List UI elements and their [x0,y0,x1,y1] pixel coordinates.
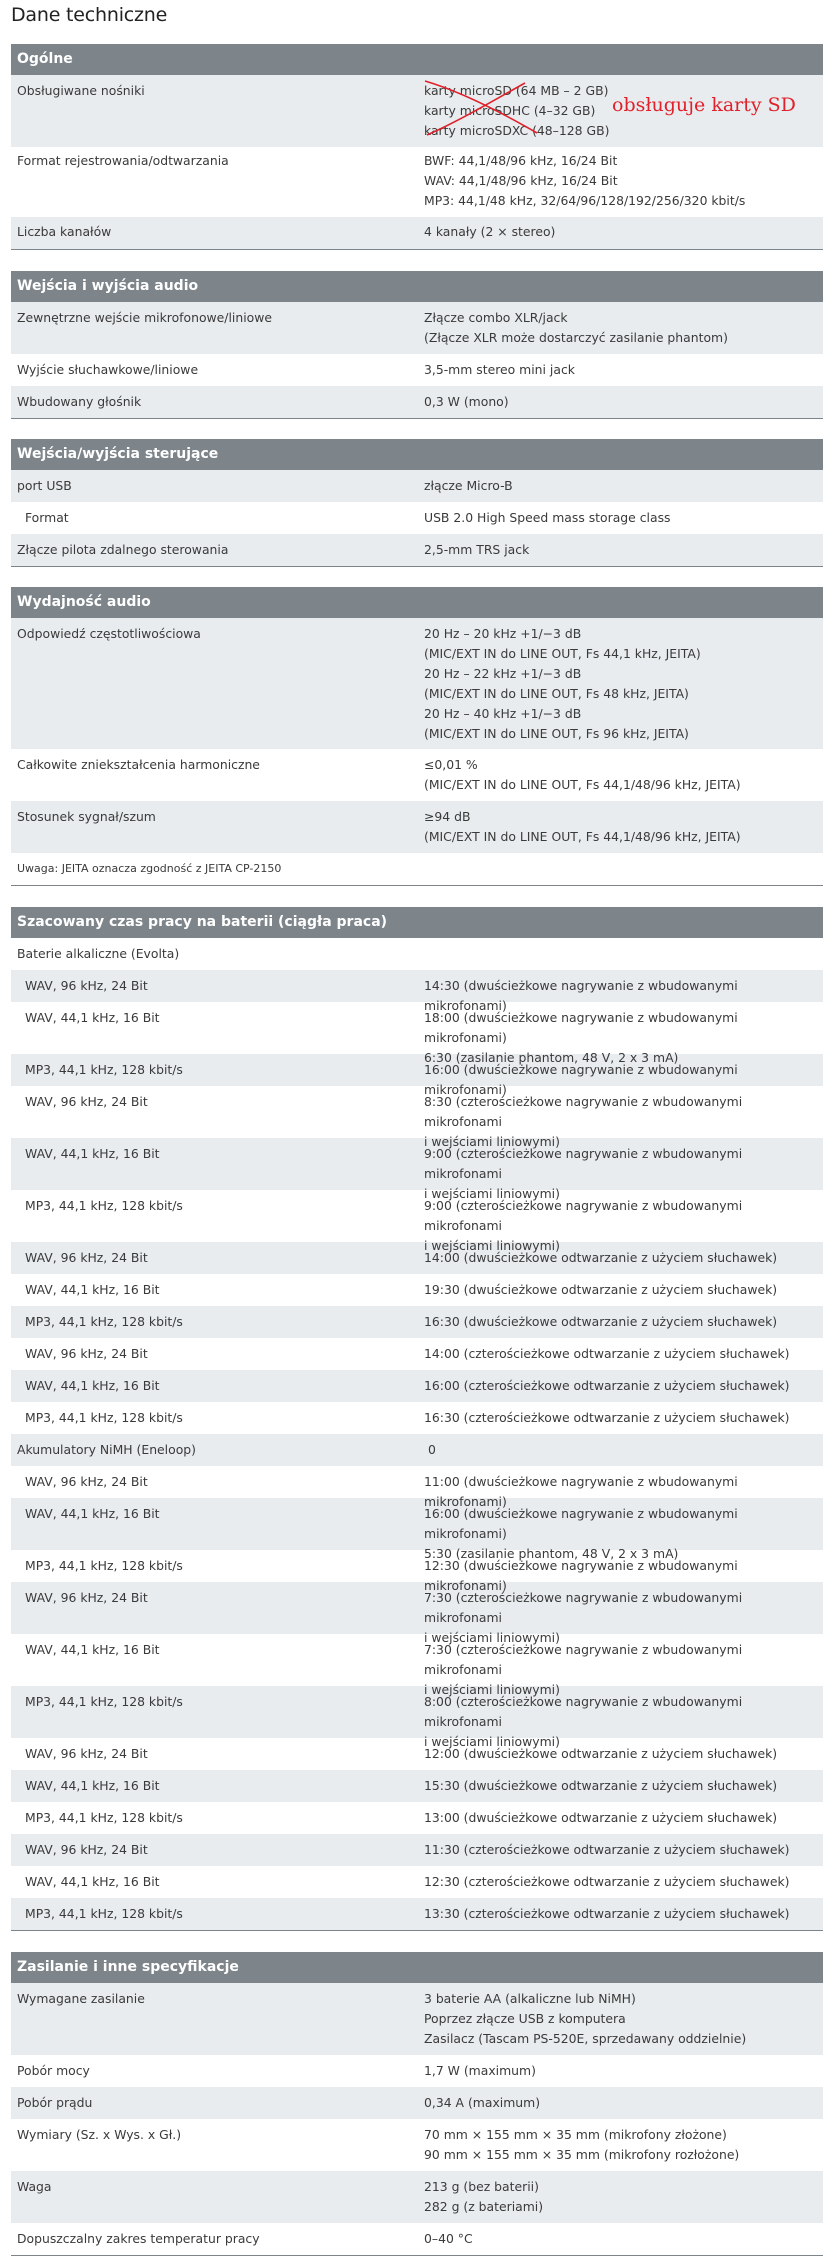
row-value: 4 kanały (2 × stereo) [424,224,556,239]
row-label: WAV, 96 kHz, 24 Bit [25,1346,148,1361]
row-value: 12:30 (czterościeżkowe odtwarzanie z użyciem słuchawek) [424,1874,790,1889]
row-value: złącze Micro-B [424,478,513,493]
row-value: 70 mm × 155 mm × 35 mm (mikrofony złożone) 90 mm × 155 mm × 35 mm (mikrofony rozłożone) [424,2127,740,2162]
row-value: 7:30 (czterościeżkowe nagrywanie z wbudowanymi mikrofonami i wejściami liniowymi) [424,1590,743,1645]
table-row [11,217,823,249]
table-row [11,1498,823,1561]
section-general [11,44,823,250]
table-row [11,618,823,749]
table-row [11,1402,823,1434]
table-row [11,801,823,853]
row-value: 0 [428,1442,436,1457]
table-row [11,2119,823,2171]
row-value: 8:00 (czterościeżkowe nagrywanie z wbudowanymi mikrofonami i wejściami liniowymi) [424,1694,743,1749]
section-header: Zasilanie i inne specyfikacje [11,1952,823,1983]
row-value: 0,3 W (mono) [424,394,509,409]
table-row [11,1834,823,1866]
row-value: 0,34 A (maximum) [424,2095,541,2110]
row-value: 19:30 (dwuścieżkowe odtwarzanie z użyciem słuchawek) [424,1282,778,1297]
row-label: WAV, 96 kHz, 24 Bit [25,1746,148,1761]
row-value: ≤0,01 % (MIC/EXT IN do LINE OUT, Fs 44,1/48/96 kHz, JEITA) [424,757,741,792]
table-row [11,1466,823,1509]
table-row [11,1274,823,1306]
table-row [11,147,823,217]
table-row [11,1138,823,1201]
section-header: Wejścia i wyjścia audio [11,271,823,302]
row-label: MP3, 44,1 kHz, 128 kbit/s [25,1810,183,1825]
table-row [11,749,823,801]
row-label: MP3, 44,1 kHz, 128 kbit/s [25,1410,183,1425]
row-value: 18:00 (dwuścieżkowe nagrywanie z wbudowanymi mikrofonami) 6:30 (zasilanie phantom, 48 V, 2 x 3 mA) [424,1010,738,1065]
row-label: WAV, 44,1 kHz, 16 Bit [25,1282,160,1297]
row-label: MP3, 44,1 kHz, 128 kbit/s [25,1694,183,1709]
annotation-note: obsługuje karty SD [612,94,796,116]
table-row [11,1770,823,1802]
row-label: port USB [17,478,72,493]
row-value: 3 baterie AA (alkaliczne lub NiMH) Poprzez złącze USB z komputera Zasilacz (Tascam PS-520E, sprzedawany oddzielnie) [424,1991,747,2046]
section-header: Ogólne [11,44,823,75]
table-row [11,1898,823,1930]
table-row [11,470,823,502]
row-value: 13:30 (czterościeżkowe odtwarzanie z użyciem słuchawek) [424,1906,790,1921]
section-header: Wejścia/wyjścia sterujące [11,439,823,470]
row-value: USB 2.0 High Speed mass storage class [424,510,671,525]
row-value: 16:00 (dwuścieżkowe nagrywanie z wbudowanymi mikrofonami) [424,1062,738,1097]
row-value: 7:30 (czterościeżkowe nagrywanie z wbudowanymi mikrofonami i wejściami liniowymi) [424,1642,743,1697]
row-label: Obsługiwane nośniki [17,83,145,98]
row-label: Baterie alkaliczne (Evolta) [17,946,180,961]
table-row [11,938,823,970]
table-row [11,1802,823,1834]
row-value: 15:30 (dwuścieżkowe odtwarzanie z użyciem słuchawek) [424,1778,778,1793]
row-value: 12:30 (dwuścieżkowe nagrywanie z wbudowanymi mikrofonami) [424,1558,738,1593]
row-value: 20 Hz – 20 kHz +1/−3 dB (MIC/EXT IN do LINE OUT, Fs 44,1 kHz, JEITA) 20 Hz – 22 kHz +1/−3 dB (MIC/EXT IN do LINE OUT, Fs 48 kHz, JEITA) 20 Hz – 40 kHz +1/−3 dB (MIC/EXT IN do LINE OUT, Fs 96 kHz, JEITA) [424,626,701,741]
row-value: 16:00 (czterościeżkowe odtwarzanie z użyciem słuchawek) [424,1378,790,1393]
row-label: MP3, 44,1 kHz, 128 kbit/s [25,1314,183,1329]
section-control-io [11,439,823,567]
row-label: WAV, 44,1 kHz, 16 Bit [25,1378,160,1393]
row-label: WAV, 44,1 kHz, 16 Bit [25,1778,160,1793]
row-value: Złącze combo XLR/jack (Złącze XLR może dostarczyć zasilanie phantom) [424,310,728,345]
row-label: Liczba kanałów [17,224,112,239]
row-label: Pobór prądu [17,2095,93,2110]
row-label: WAV, 96 kHz, 24 Bit [25,1094,148,1109]
row-label: Złącze pilota zdalnego sterowania [17,542,229,557]
table-row [11,2223,823,2255]
note-text: Uwaga: JEITA oznacza zgodność z JEITA CP-2150 [17,862,282,875]
row-label: Wbudowany głośnik [17,394,142,409]
table-row [11,1634,823,1697]
section-header: Wydajność audio [11,587,823,618]
row-label: MP3, 44,1 kHz, 128 kbit/s [25,1906,183,1921]
table-row [11,1582,823,1645]
row-label: WAV, 96 kHz, 24 Bit [25,1474,148,1489]
note-row [11,853,823,885]
row-value: 9:00 (czterościeżkowe nagrywanie z wbudowanymi mikrofonami i wejściami liniowymi) [424,1146,743,1201]
table-row [11,1983,823,2055]
row-label: Całkowite zniekształcenia harmoniczne [17,757,260,772]
table-row [11,1002,823,1065]
row-value: 16:00 (dwuścieżkowe nagrywanie z wbudowanymi mikrofonami) 5:30 (zasilanie phantom, 48 V, 2 x 3 mA) [424,1506,738,1561]
section-power [11,1952,823,2256]
row-value: 11:00 (dwuścieżkowe nagrywanie z wbudowanymi mikrofonami) [424,1474,738,1509]
row-value [281,859,823,885]
table-row [11,970,823,1013]
row-label: WAV, 44,1 kHz, 16 Bit [25,1642,160,1657]
table-row [11,302,823,354]
row-label: WAV, 96 kHz, 24 Bit [25,1842,148,1857]
page-title: Dane techniczne [11,4,168,26]
row-value: 14:30 (dwuścieżkowe nagrywanie z wbudowanymi mikrofonami) [424,978,738,1013]
row-value: 3,5-mm stereo mini jack [424,362,575,377]
row-label: Zewnętrzne wejście mikrofonowe/liniowe [17,310,272,325]
row-label: Format rejestrowania/odtwarzania [17,153,229,168]
row-value: 14:00 (dwuścieżkowe odtwarzanie z użyciem słuchawek) [424,1250,778,1265]
table-row [11,1738,823,1770]
row-value: 0–40 °C [424,2231,473,2246]
section-header: Szacowany czas pracy na baterii (ciągła praca) [11,907,823,938]
table-row [11,502,823,534]
row-value: 1,7 W (maximum) [424,2063,536,2078]
row-label: Format [25,510,69,525]
row-value: 9:00 (czterościeżkowe nagrywanie z wbudowanymi mikrofonami i wejściami liniowymi) [424,1198,743,1253]
row-label: WAV, 96 kHz, 24 Bit [25,1250,148,1265]
row-label: Wymiary (Sz. x Wys. x Gł.) [17,2127,182,2142]
table-row [11,386,823,418]
cross-out-mark [419,77,559,137]
row-label: Wyjście słuchawkowe/liniowe [17,362,199,377]
table-row [11,1306,823,1338]
table-row [11,1242,823,1274]
row-value: 16:30 (czterościeżkowe odtwarzanie z użyciem słuchawek) [424,1410,790,1425]
table-row [11,1434,823,1466]
table-row [11,1370,823,1402]
table-row [11,1338,823,1370]
table-row [11,1054,823,1097]
row-label: WAV, 96 kHz, 24 Bit [25,978,148,993]
section-audio-io [11,271,823,419]
row-label: MP3, 44,1 kHz, 128 kbit/s [25,1062,183,1077]
row-value: 16:30 (dwuścieżkowe odtwarzanie z użyciem słuchawek) [424,1314,778,1329]
row-label: Dopuszczalny zakres temperatur pracy [17,2231,260,2246]
row-value: 14:00 (czterościeżkowe odtwarzanie z użyciem słuchawek) [424,1346,790,1361]
table-row [11,534,823,566]
table-row [11,2055,823,2087]
table-row [11,1686,823,1749]
row-label: WAV, 44,1 kHz, 16 Bit [25,1506,160,1521]
table-row [11,354,823,386]
row-label: Waga [17,2179,52,2194]
row-label: Odpowiedź częstotliwościowa [17,626,201,641]
table-row [11,1550,823,1593]
row-label: WAV, 44,1 kHz, 16 Bit [25,1874,160,1889]
row-value: 11:30 (czterościeżkowe odtwarzanie z użyciem słuchawek) [424,1842,790,1857]
row-value: 13:00 (dwuścieżkowe odtwarzanie z użyciem słuchawek) [424,1810,778,1825]
row-value: 213 g (bez baterii) 282 g (z bateriami) [424,2179,544,2214]
section-battery-life [11,907,823,1931]
row-label: Stosunek sygnał/szum [17,809,156,824]
section-audio-performance [11,587,823,886]
table-row [11,2171,823,2223]
row-value: 12:00 (dwuścieżkowe odtwarzanie z użyciem słuchawek) [424,1746,778,1761]
row-value: 8:30 (czterościeżkowe nagrywanie z wbudowanymi mikrofonami i wejściami liniowymi) [424,1094,743,1149]
row-label: MP3, 44,1 kHz, 128 kbit/s [25,1198,183,1213]
row-value [424,944,823,970]
row-label: MP3, 44,1 kHz, 128 kbit/s [25,1558,183,1573]
row-label: WAV, 96 kHz, 24 Bit [25,1590,148,1605]
row-label: Akumulatory NiMH (Eneloop) [17,1442,196,1457]
row-label: WAV, 44,1 kHz, 16 Bit [25,1146,160,1161]
row-value: BWF: 44,1/48/96 kHz, 16/24 Bit WAV: 44,1/48/96 kHz, 16/24 Bit MP3: 44,1/48 kHz, 32/64/96/128/192/256/320 kbit/s [424,153,746,208]
table-row [11,1866,823,1898]
table-row [11,1190,823,1253]
row-label: Pobór mocy [17,2063,90,2078]
table-row [11,2087,823,2119]
row-value: 2,5-mm TRS jack [424,542,530,557]
table-row [11,1086,823,1149]
row-value: karty microSD (64 MB – 2 GB) karty microSDHC (4–32 GB) karty microSDXC (48–128 GB) [424,83,610,138]
row-label: WAV, 44,1 kHz, 16 Bit [25,1010,160,1025]
row-value: ≥94 dB (MIC/EXT IN do LINE OUT, Fs 44,1/48/96 kHz, JEITA) [424,809,741,844]
row-label: Wymagane zasilanie [17,1991,145,2006]
cross-out-icon [419,77,559,137]
